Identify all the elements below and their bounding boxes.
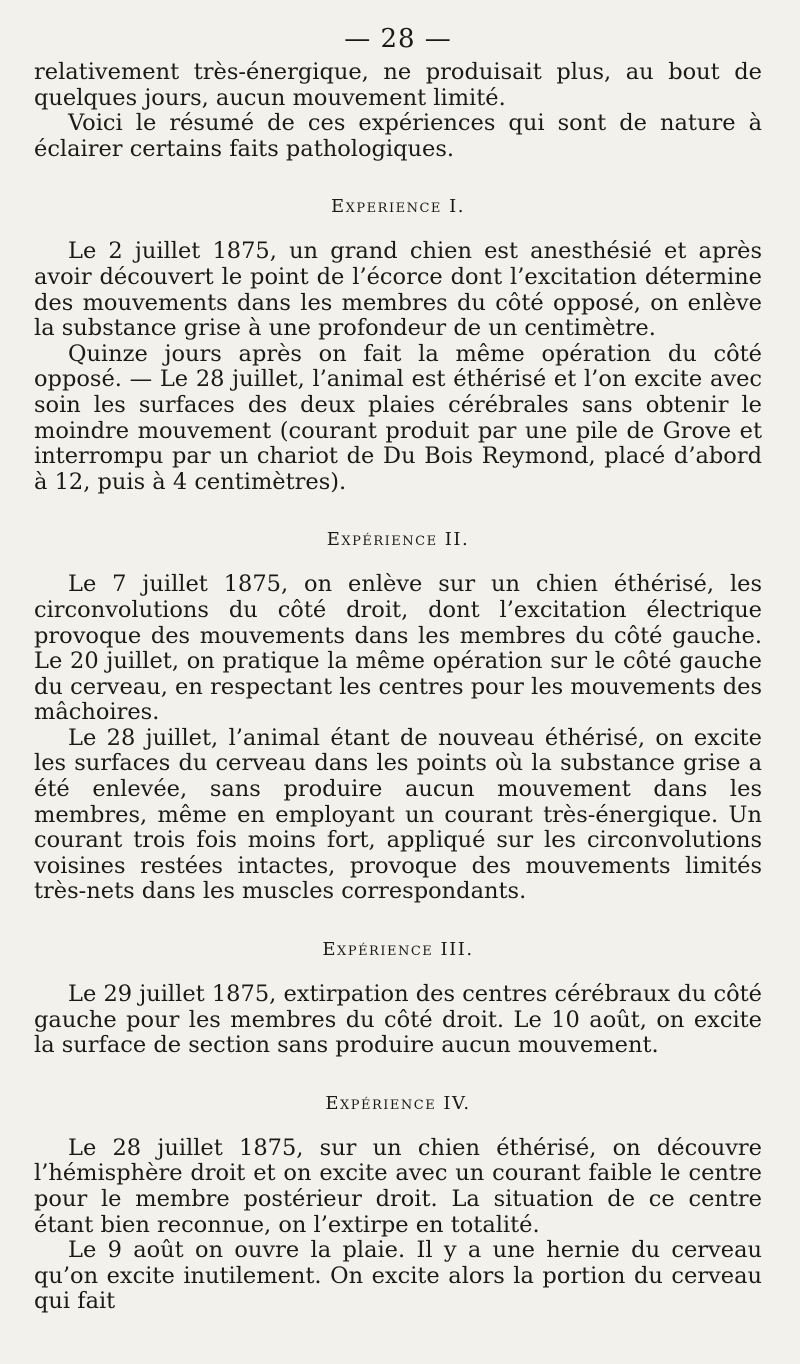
experience-4-paragraph-2: Le 9 août on ouvre la plaie. Il y a une hernie du cerveau qu’on excite inutilement. On excite alors la portion du cerveau qui fait xyxy=(34,1237,762,1315)
experience-1-heading: Experience I. xyxy=(331,196,465,218)
experience-1-paragraph-1: Le 2 juillet 1875, un grand chien est anesthésié et après avoir découvert le point de l’écorce dont l’excitation détermine des mouvements dans les membres du côté opposé, on enlève la substance grise à une profondeur de un centimètre. xyxy=(34,238,762,342)
page-number: — 28 — xyxy=(344,24,452,54)
experience-2-paragraph-2: Le 28 juillet, l’animal étant de nouveau éthérisé, on excite les surfaces du cerveau dans les points où la substance grise a été enlevée, sans produire aucun mouvement dans les membres, même en employant un courant très-énergique. Un courant trois fois moins fort, appliqué sur les circonvolutions voisines restées intactes, provoque des mouvements limités très-nets dans les muscles correspondants. xyxy=(34,724,762,905)
experience-1-paragraph-2: Quinze jours après on fait la même opération du côté opposé. — Le 28 juillet, l’animal est éthérisé et l’on excite avec soin les surfaces des deux plaies cérébrales sans obtenir le moindre mouvement (courant produit par une pile de Grove et interrompu par un chariot de Du Bois Reymond, placé d’abord à 12, puis à 4 centimètres). xyxy=(34,340,762,495)
experience-2-paragraph-1: Le 7 juillet 1875, on enlève sur un chien éthérisé, les circonvolutions du côté droit, dont l’excitation électrique provoque des mouvements dans les membres du côté gauche. Le 20 juillet, on pratique la même opération sur le côté gauche du cerveau, en respectant les centres pour les mouvements des mâchoires. xyxy=(34,571,762,726)
experience-4-heading: Expérience IV. xyxy=(325,1092,471,1114)
experience-2-heading: Expérience II. xyxy=(326,529,470,551)
experience-3-heading: Expérience III. xyxy=(322,939,474,961)
experience-3-paragraph-1: Le 29 juillet 1875, extirpation des centres cérébraux du côté gauche pour les membres du côté droit. Le 10 août, on excite la surface de section sans produire aucun mouvement. xyxy=(34,981,762,1059)
intro-paragraph-continued: relativement très-énergique, ne produisait plus, au bout de quelques jours, aucun mouvement limité. xyxy=(34,59,762,111)
intro-paragraph: Voici le résumé de ces expériences qui sont de nature à éclairer certains faits pathologiques. xyxy=(34,110,762,162)
experience-4-paragraph-1: Le 28 juillet 1875, sur un chien éthérisé, on découvre l’hémisphère droit et on excite avec un courant faible le centre pour le membre postérieur droit. La situation de ce centre étant bien reconnue, on l’extirpe en totalité. xyxy=(34,1134,762,1238)
